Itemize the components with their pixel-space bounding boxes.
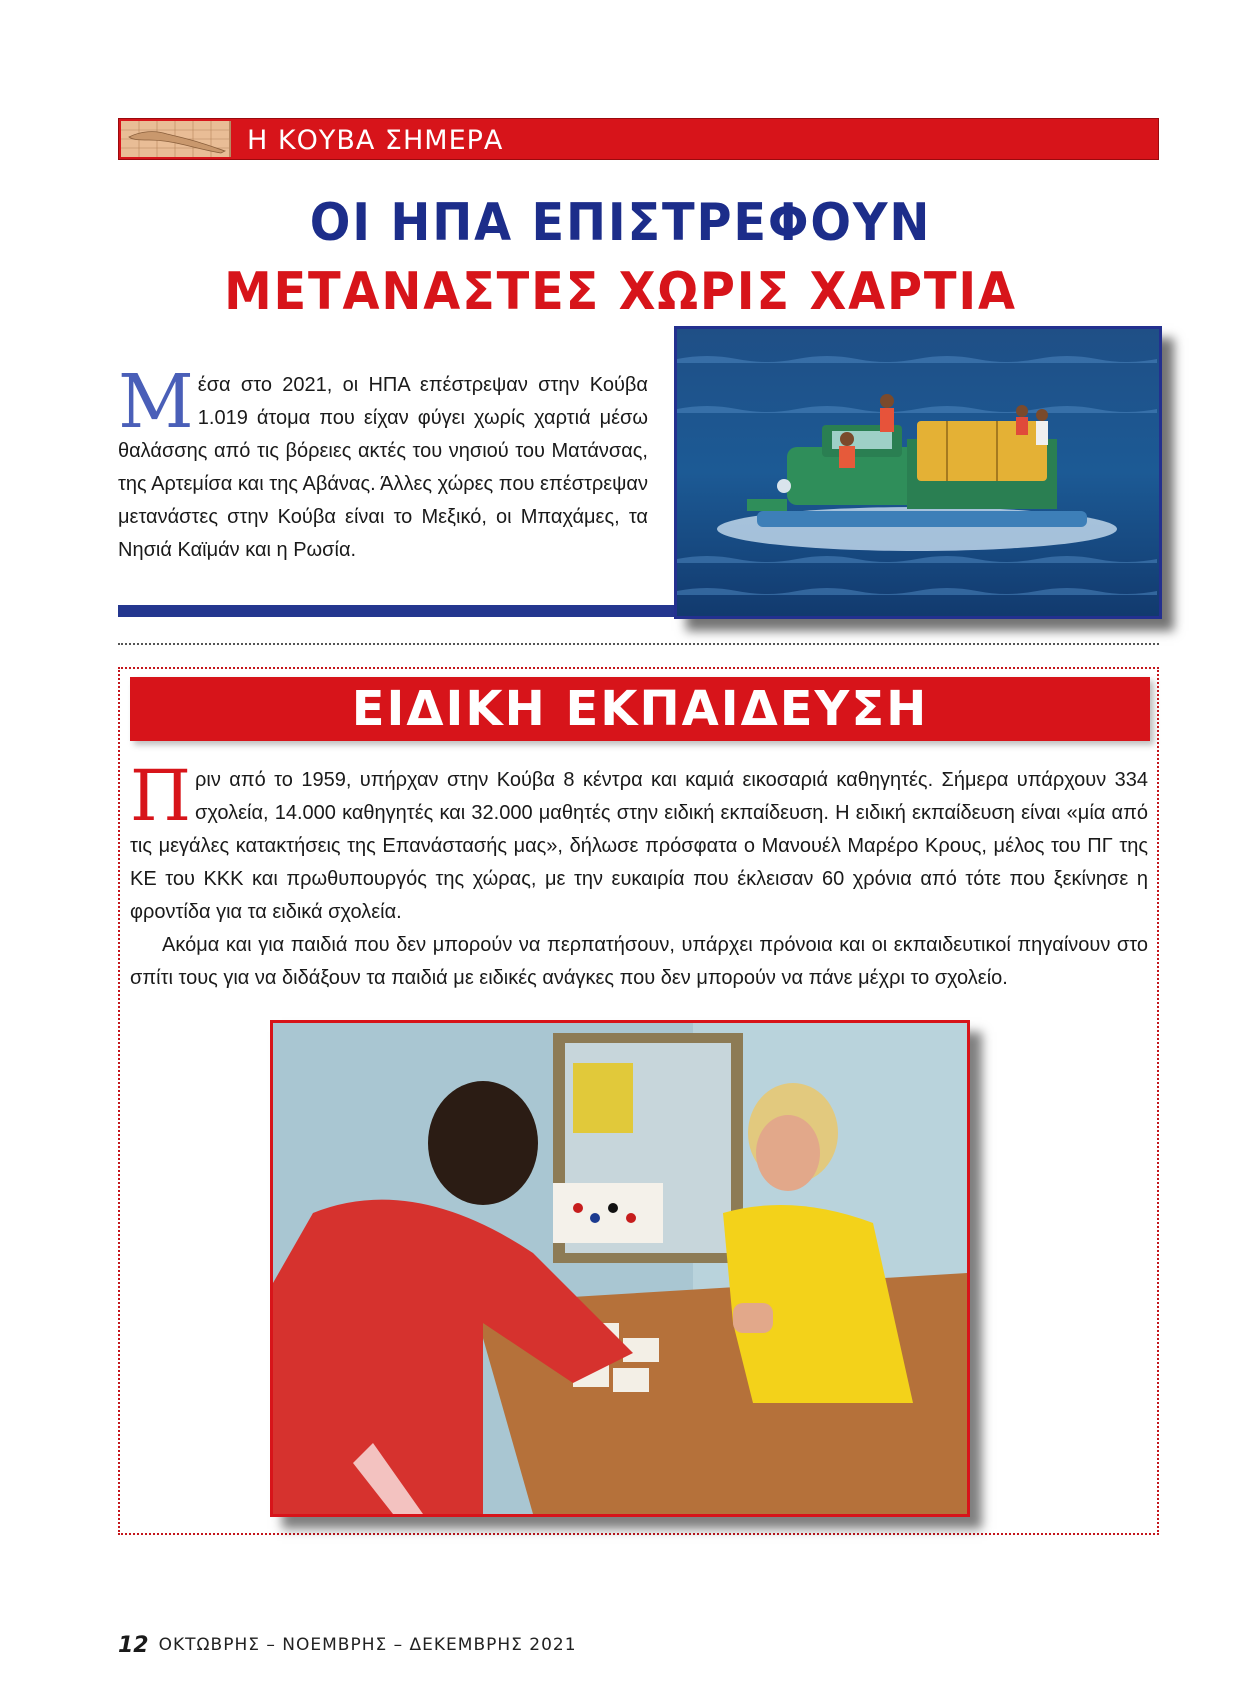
page-footer — [118, 1630, 577, 1660]
divider-rule — [118, 605, 678, 617]
article2-paragraph2: Ακόμα και για παιδιά που δεν μπορούν να περπατήσουν, υπάρχει πρόνοια και οι εκπαιδευτικοί πηγαίνουν στο σπίτι τους για να διδάξουν τα παιδιά με ειδικές ανάγκες που δεν μπορούν να πάνε μέχρι το σχολείο. — [130, 934, 1148, 989]
dropcap: Μ — [118, 359, 194, 445]
article1-text: έσα στο 2021, οι ΗΠΑ επέστρεψαν στην Κούβα 1.019 άτομα που είχαν φύγει χωρίς χαρτιά μέσω θαλάσσης από τις βόρειες ακτές του νησιού του Ματάνσας, της Αρτεμίσα και της Αβάνας. Άλλες χώρες που επέστρεψαν μετανάστες στην Κούβα είναι το Μεξικό, οι Μπαχάμες, τα Νησιά Καϊμάν και η Ρωσία. — [118, 374, 648, 561]
photo-teacher-student — [270, 1020, 970, 1517]
headline-line2: ΜΕΤΑΝΑΣΤΕΣ ΧΩΡΙΣ ΧΑΡΤΙΑ — [224, 262, 1017, 322]
section-label: Η ΚΟΥΒΑ ΣΗΜΕΡΑ — [247, 125, 504, 156]
page-number: 12 — [118, 1632, 149, 1658]
photo-migrant-truck-boat — [674, 326, 1162, 619]
article2-paragraph1-text: ριν από το 1959, υπήρχαν στην Κούβα 8 κέντρα και καμιά εικοσαριά καθηγητές. Σήμερα υπάρχουν 334 σχολεία, 14.000 καθηγητές και 32.000 μαθητές στην ειδική εκπαίδευση. Η ειδική εκπαίδευση είναι «μία από τις μεγάλες κατακτήσεις της Επανάστασής μας», δήλωσε πρόσφατα ο Μανουέλ Μαρέρο Κρους, μέλος του ΠΓ της ΚΕ του ΚΚΚ και πρωθυπουργός της χώρας, με την ευκαιρία που έκλεισαν 60 χρόνια από τότε που ξεκίνησε η φροντίδα για τα ειδικά σχολεία. — [130, 769, 1148, 923]
issue-date: ΟΚΤΩΒΡΗΣ – ΝΟΕΜΒΡΗΣ – ΔΕΚΕΜΒΡΗΣ 2021 — [158, 1635, 577, 1655]
dropcap: Π — [130, 755, 192, 837]
article2-paragraph1 — [130, 755, 1148, 929]
article2-body — [130, 755, 1148, 995]
headline-line1: ΟΙ ΗΠΑ ΕΠΙΣΤΡΕΦΟΥΝ — [309, 193, 932, 253]
section-divider — [118, 643, 1159, 645]
article1-body — [118, 359, 648, 567]
section-banner — [118, 118, 1159, 160]
cuba-map-icon — [121, 121, 231, 157]
article2-title: ΕΙΔΙΚΗ ΕΚΠΑΙΔΕΥΣΗ — [130, 677, 1150, 741]
